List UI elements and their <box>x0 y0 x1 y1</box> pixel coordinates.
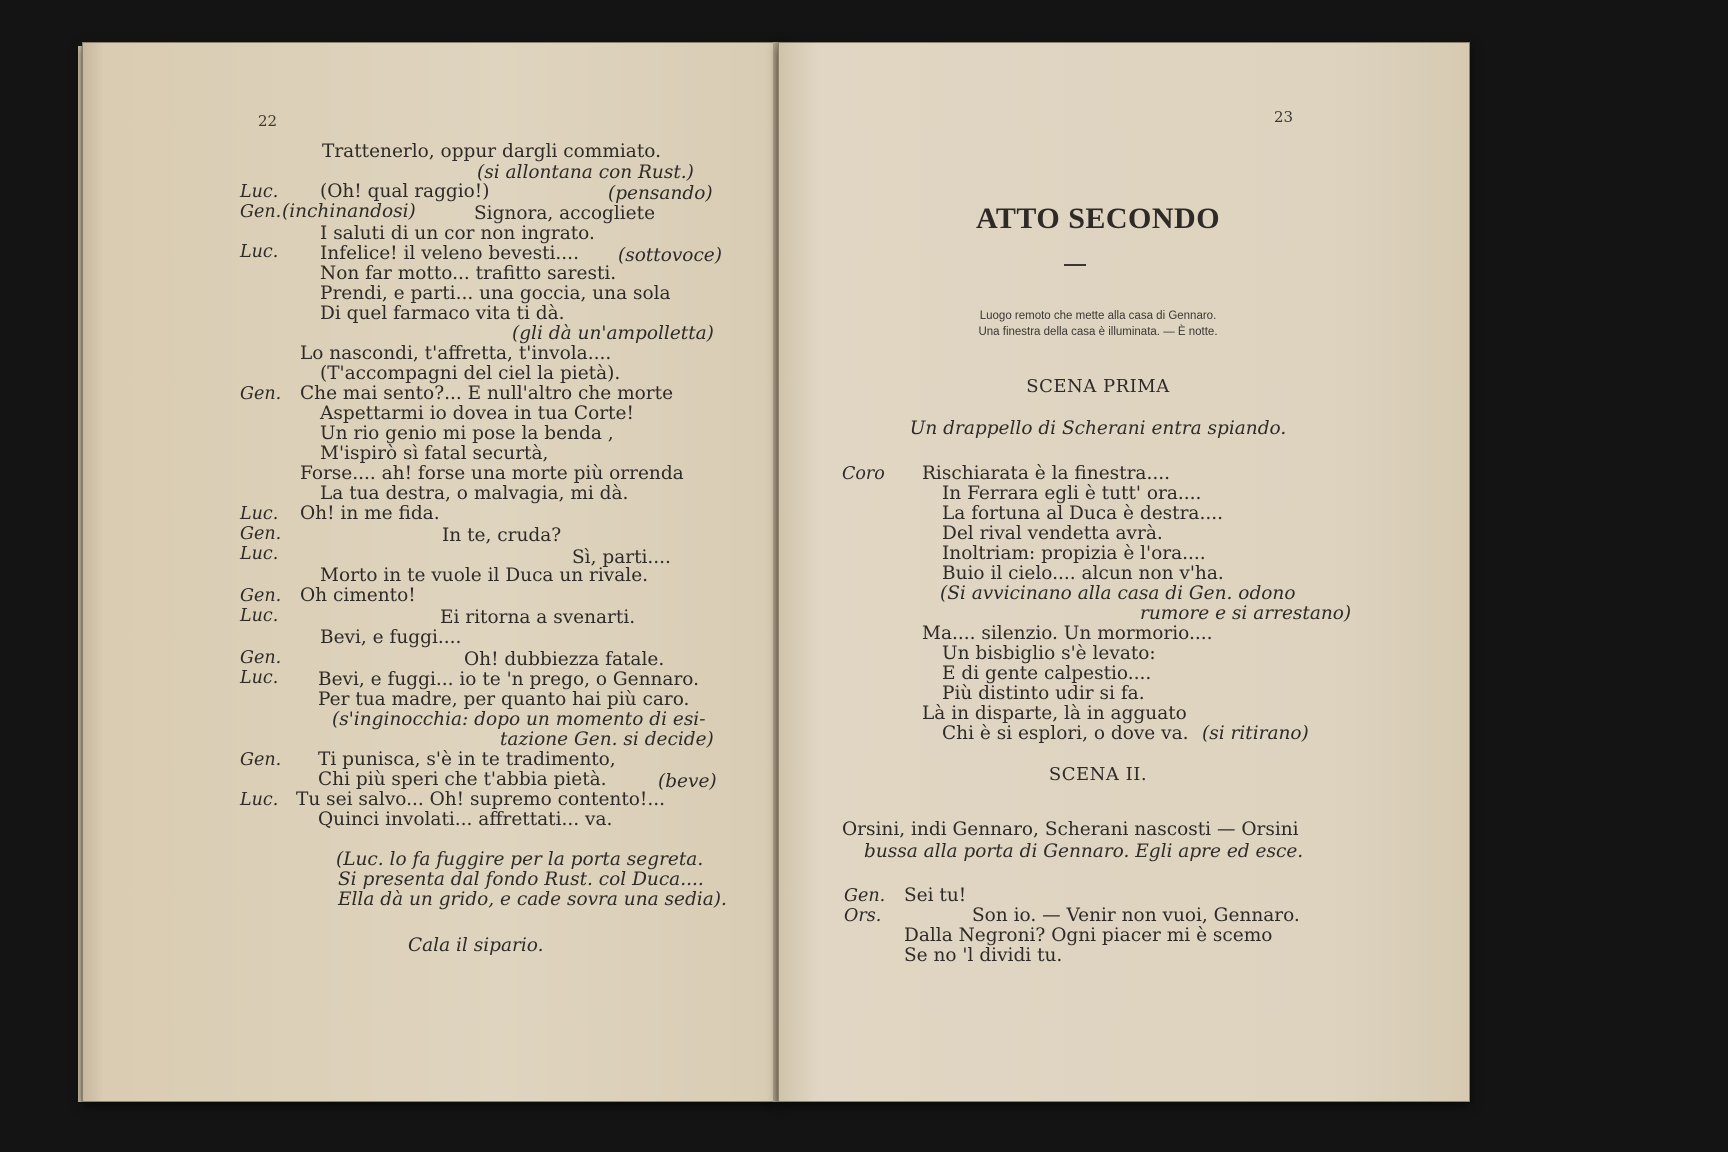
act-title: ATTO SECONDO <box>975 202 1221 235</box>
stage-direction: (pensando) <box>608 183 713 204</box>
verse-line: Morto in te vuole il Duca un rivale. <box>320 565 649 586</box>
setting-line: Luogo remoto che mette alla casa di Gennaro. <box>979 310 1217 322</box>
verse-line: Bevi, e fuggi... io te 'n prego, o Gennaro. <box>318 669 699 690</box>
stage-direction: (s'inginocchia: dopo un momento di esi- <box>332 709 706 730</box>
stage-direction: (sottovoce) <box>618 245 722 266</box>
verse-line: La tua destra, o malvagia, mi dà. <box>320 483 629 504</box>
title-rule <box>1064 264 1086 266</box>
verse-line: Forse.... ah! forse una morte più orrenda <box>300 463 684 484</box>
verse-line: Del rival vendetta avrà. <box>942 523 1163 544</box>
speaker-label: Gen. <box>240 586 282 606</box>
speaker-label: Gen. <box>240 384 282 404</box>
speaker-label: Luc. <box>240 242 279 262</box>
stage-direction: Si presenta dal fondo Rust. col Duca.... <box>338 869 704 890</box>
stage-direction: (Luc. lo fa fuggire per la porta segreta. <box>336 849 704 870</box>
verse-line: In te, cruda? <box>442 525 562 546</box>
verse-line: Chi è si esplori, o dove va. <box>942 723 1189 744</box>
speaker-label: Coro <box>842 464 885 484</box>
verse-line: Trattenerlo, oppur dargli commiato. <box>322 141 661 162</box>
page-number: 23 <box>1274 108 1294 126</box>
verse-line: Rischiarata è la finestra.... <box>922 463 1170 484</box>
verse-line: Un bisbiglio s'è levato: <box>942 643 1156 664</box>
verse-line: In Ferrara egli è tutt' ora.... <box>942 483 1202 504</box>
stage-direction: Orsini, indi Gennaro, Scherani nascosti — Orsini <box>842 819 1299 840</box>
verse-line: Ti punisca, s'è in te tradimento, <box>318 749 616 770</box>
verse-line: M'ispirò sì fatal securtà, <box>320 443 549 464</box>
verse-line: Bevi, e fuggi.... <box>320 627 462 648</box>
stage-direction: (si allontana con Rust.) <box>477 162 694 183</box>
speaker-label: Gen. <box>240 524 282 544</box>
verse-line: Signora, accogliete <box>474 203 656 224</box>
stage-direction: (beve) <box>658 771 717 792</box>
stage-direction: (gli dà un'ampolletta) <box>512 323 714 344</box>
verse-line: Buio il cielo.... alcun non v'ha. <box>942 563 1224 584</box>
speaker-label: Luc. <box>240 544 279 564</box>
stage-direction: (si ritirano) <box>1202 723 1309 744</box>
stage-direction: tazione Gen. si decide) <box>500 729 714 750</box>
verse-line: Ma.... silenzio. Un mormorio.... <box>922 623 1213 644</box>
verse-line: Aspettarmi io dovea in tua Corte! <box>320 403 634 424</box>
verse-line: Dalla Negroni? Ogni piacer mi è scemo <box>904 925 1273 946</box>
left-page <box>82 42 778 1102</box>
verse-line: Sei tu! <box>904 885 967 906</box>
setting-line: Una finestra della casa è illuminata. — È notte. <box>978 326 1218 338</box>
speaker-label: Ors. <box>844 906 882 926</box>
verse-line: Che mai sento?... E null'altro che morte <box>300 383 674 404</box>
verse-line: Sì, parti.... <box>572 547 671 568</box>
stage-direction: (inchinandosi) <box>282 201 416 222</box>
scene-title: SCENA II. <box>1048 764 1148 785</box>
verse-line: Oh cimento! <box>300 585 416 606</box>
verse-line: Ei ritorna a svenarti. <box>440 607 636 628</box>
scene-title: SCENA PRIMA <box>1026 376 1170 397</box>
speaker-label: Luc. <box>240 668 279 688</box>
speaker-label: Luc. <box>240 606 279 626</box>
verse-line: Oh! dubbiezza fatale. <box>464 649 665 670</box>
stage-direction: (Si avvicinano alla casa di Gen. odono <box>940 583 1296 604</box>
verse-line: Lo nascondi, t'affretta, t'invola.... <box>300 343 612 364</box>
stage-direction: Un drappello di Scherani entra spiando. <box>909 418 1287 439</box>
verse-line: Più distinto udir si fa. <box>942 683 1145 704</box>
speaker-label: Luc. <box>240 790 279 810</box>
verse-line: Chi più speri che t'abbia pietà. <box>318 769 607 790</box>
verse-line: Tu sei salvo... Oh! supremo contento!... <box>296 789 665 810</box>
speaker-label: Luc. <box>240 504 279 524</box>
stage-direction: Ella dà un grido, e cade sovra una sedia). <box>338 889 727 910</box>
speaker-label: Gen. <box>240 750 282 770</box>
verse-line: (Oh! qual raggio!) <box>320 181 490 202</box>
speaker-label: Gen. <box>240 648 282 668</box>
stage-direction: rumore e si arrestano) <box>1140 603 1352 624</box>
verse-line: Inoltriam: propizia è l'ora.... <box>942 543 1206 564</box>
right-page <box>778 42 1470 1102</box>
verse-line: Oh! in me fida. <box>300 503 440 524</box>
verse-line: Non far motto... trafitto saresti. <box>320 263 617 284</box>
verse-line: Prendi, e parti... una goccia, una sola <box>320 283 671 304</box>
verse-line: La fortuna al Duca è destra.... <box>942 503 1223 524</box>
verse-line: E di gente calpestio.... <box>942 663 1152 684</box>
verse-line: Se no 'l dividi tu. <box>904 945 1063 966</box>
verse-line: (T'accompagni del ciel la pietà). <box>320 363 621 384</box>
verse-line: Un rio genio mi pose la benda , <box>320 423 614 444</box>
verse-line: Son io. — Venir non vuoi, Gennaro. <box>972 905 1300 926</box>
speaker-label: Gen. <box>240 202 282 222</box>
verse-line: I saluti di un cor non ingrato. <box>320 223 595 244</box>
speaker-label: Luc. <box>240 182 279 202</box>
speaker-label: Gen. <box>844 886 886 906</box>
verse-line: Là in disparte, là in agguato <box>922 703 1187 724</box>
verse-line: Quinci involati... affrettati... va. <box>318 809 613 830</box>
verse-line: Per tua madre, per quanto hai più caro. <box>318 689 690 710</box>
stage-direction: bussa alla porta di Gennaro. Egli apre ed esce. <box>864 841 1304 862</box>
verse-line: Infelice! il veleno bevesti.... <box>320 243 579 264</box>
page-number: 22 <box>258 112 278 130</box>
curtain-direction: Cala il sipario. <box>408 935 544 956</box>
verse-line: Di quel farmaco vita ti dà. <box>320 303 565 324</box>
